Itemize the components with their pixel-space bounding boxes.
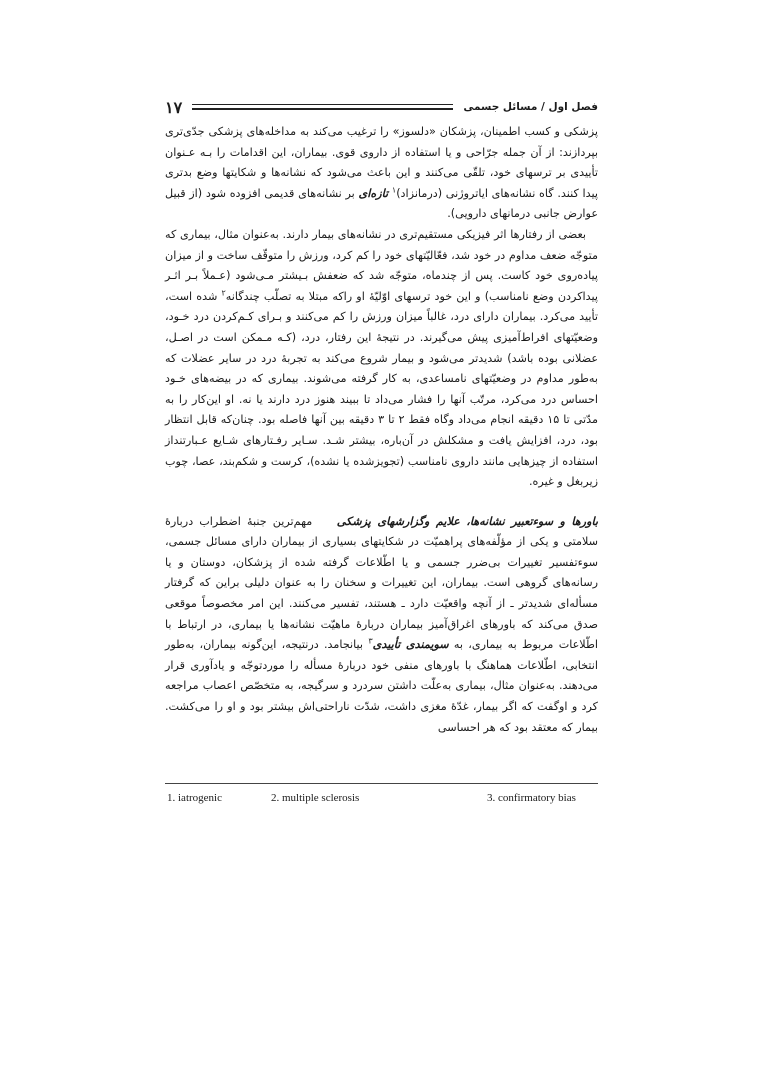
chapter-title: فصل اول / مسائل جسمی xyxy=(463,101,598,113)
footnote-ref: ۲ xyxy=(221,288,226,298)
footnote-1: 1. iatrogenic xyxy=(167,792,222,804)
footnote-3: 3. confirmatory bias xyxy=(487,792,576,804)
body-text xyxy=(165,122,598,738)
running-header xyxy=(165,98,598,116)
footnote-ref: ۳ xyxy=(368,636,373,646)
section-heading: باورها و سوءتعبیر نشانه‌ها، علایم وگزارشهای پزشکی xyxy=(336,514,598,528)
section-paragraph: باورها و سوءتعبیر نشانه‌ها، علایم وگزارشهای پزشکی مهم‌ترین جنبهٔ اضطراب دربارهٔ سلامتی و یکی از مؤلّفه‌های پراهمیّت در شکایتهای بسیاری از بیماران دارای مسائل جسمی، سوءتفسیر تغییرات بی‌ضرر جسمی و یا اطّلاعات گرفته شده از پزشکان، دوستان و یا رسانه‌های گروهی است. بیماران، این تغییرات و سخنان را به عنوان دلیلی براین که گرفتار مسأله‌ای شدیدتر ـ از آنچه واقعیّت دارد ـ هستند، تفسیر می‌کنند. این امر مخصوصاً موقعی صدق می‌کند که باورهای اغراق‌آمیز بیماران دربارهٔ ماهیّت نشانه‌ها یا بیماری، در ارتباط با اطّلاعات مربوط به بیماری، به سویمندی تأییدی$^۳$ بیانجامد. درنتیجه، این‌گونه بیماران، به‌طور انتخابی، اطّلاعات هماهنگ با باورهای منفی خود دربارهٔ مسأله را موردتوجّه و یادآوری قرار می‌دهند. به‌عنوان مثال، بیماری به‌علّت داشتن سردرد و سرگیجه، به متخصّص اعصاب مراجعه کرد و اوگفت که اگر بیمار، غدّهٔ مغزی داشت، شدّت ناراحتی‌اش بیشتر بود و او را می‌کشت. بیمار که معتقد بود که هر احساسی xyxy=(165,514,598,734)
footnote-2: 2. multiple sclerosis xyxy=(271,792,360,804)
header-rule xyxy=(192,104,453,110)
footnotes xyxy=(165,792,598,808)
footnote-ref: ۱ xyxy=(391,185,397,195)
paragraph: بعضی از رفتارها اثر فیزیکی مستقیم‌تری در نشانه‌های بیمار دارند. به‌عنوان مثال، بیماری که متوجّه ضعف مداوم در خود شد، فعّالیّتهای خود را کم کرد، ورزش را متوقّف ساخت و از میزان پیاده‌روی خود کاست. پس از چندماه، متوجّه شد که ضعفش بـیشتر مـی‌شود (عـملاً بـر اثـر پیداکردن وضع نامناسب) و این خود ترسهای اوّلیّهٔ او راکه مبتلا به تصلّب چندگانه$^۲$ شده است، تأیید می‌کرد. بیماران دارای درد، غالباً میزان ورزش را کم می‌کنند و بـرای کـم‌کردن درد خـود، وضعیّتهای افراط‌آمیزی پیش می‌گیرند. در نتیجهٔ این رفتار، درد، (کـه مـمکن است در اصـل، عضلانی بوده باشد) شدیدتر می‌شود و بیمار شروع می‌کند به تجربهٔ درد در سایر عضلات که به‌طور مداوم در وضعیّتهای نامساعدی، به کار گرفته می‌شوند. بیماری که در بیضه‌های خـود احساس درد می‌کرد، مرتّب آنها را فشار می‌داد تا ببیند هنوز درد دارند یا نه. او این‌کار را به مدّتی تا ۱۵ دقیقه انجام می‌داد وگاه فقط ۲ تا ۳ دقیقه بین آنها فاصله بود. چنان‌که قابل انتظار بود، درد، افزایش یافت و مشکلش در آن‌باره، بیشتر شـد. سـایر رفـتارهای شـایع عـبارتنداز استفاده از چیزهایی مانند داروی نامناسب (تجویزشده یا نشده)، کرست و شکم‌بند، عصا، چوب زیربغل و غیره. xyxy=(165,227,599,489)
paragraph: پزشکی و کسب اطمینان، پزشکان «دلسوز» را ترغیب می‌کند به مداخله‌های پزشکی جدّی‌تری بپردازند: از آن جمله جرّاحی و یا استفاده از داروی قوی. بیماران، این اقدامات را بـه عـنوان تأییدی بر ترسهای خود، تلقّی می‌کنند و این باعث می‌شود که نشانه‌ها و شکایتها وضع بدتری پیدا کنند. گاه نشانه‌های ایاتروژنی (درمانزاد)$^۱$ تازه‌ای بر نشانه‌های قدیمی افزوده شود (از قبیل عوارض جانبی درمانهای دارویی). xyxy=(165,125,599,221)
emphasis: تازه‌ای xyxy=(358,186,389,200)
page-number: ۱۷ xyxy=(165,97,183,117)
footnote-rule xyxy=(165,783,598,784)
emphasis: سویمندی تأییدی xyxy=(372,638,449,652)
